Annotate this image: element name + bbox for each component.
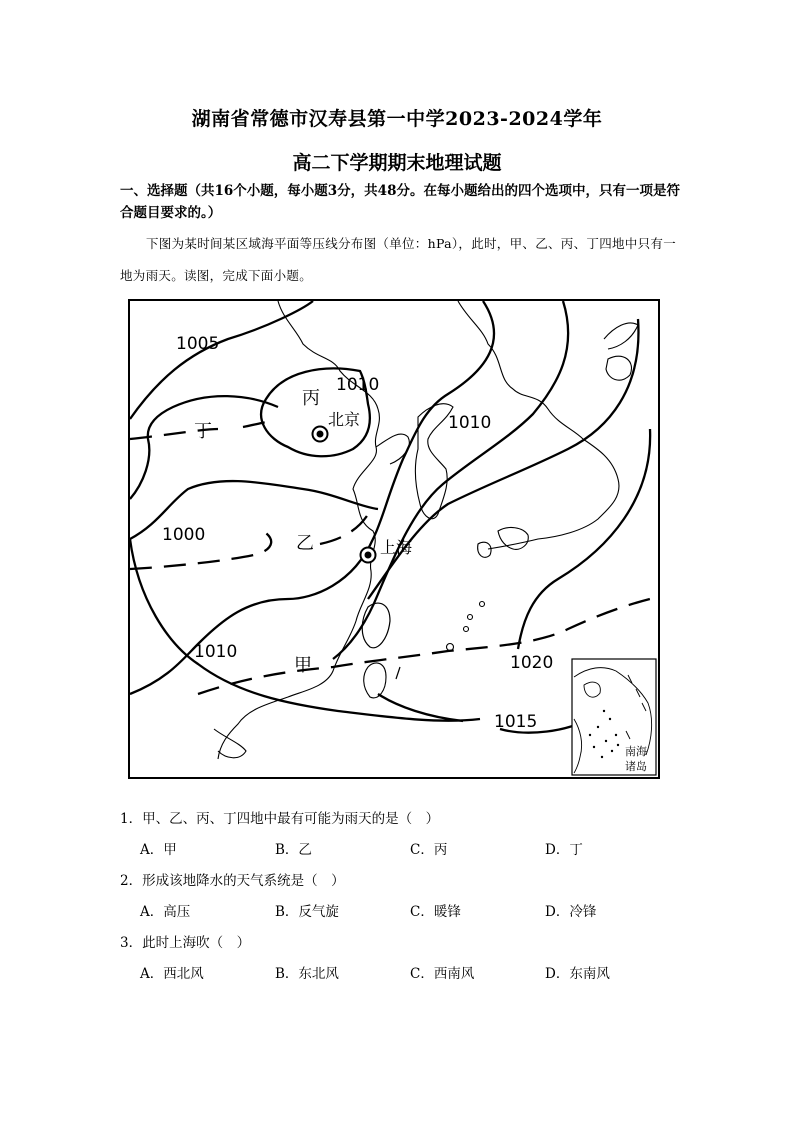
section-heading: 一、选择题（共16个小题，每小题3分，共48分。在每小题给出的四个选项中，只有一项是符合题目要求的。） <box>120 183 680 221</box>
option-c: C．丙 <box>410 842 448 858</box>
place-label-yi: 乙 <box>296 533 314 554</box>
option-a: A．西北风 <box>140 966 204 982</box>
question-stem-3: 3．此时上海吹（ ） <box>120 935 251 951</box>
isobar-label-1015: 1015 <box>494 712 538 732</box>
isobar-label-1020: 1020 <box>510 653 554 673</box>
isobar-label-1000: 1000 <box>162 525 206 545</box>
question-intro: 下图为某时间某区域海平面等压线分布图（单位：hPa），此时，甲、乙、丙、丁四地中只有一地为雨天。读图，完成下面小题。 <box>120 236 677 283</box>
place-label-ding: 丁 <box>194 421 212 442</box>
city-label-beijing: 北京 <box>328 410 361 429</box>
option-a: A．甲 <box>140 842 177 858</box>
question-list <box>120 808 680 994</box>
beijing-marker <box>313 427 328 442</box>
inset-label-line2: 诸岛 <box>625 760 647 773</box>
document-title-line1: 湖南省常德市汉寿县第一中学2023-2024学年 <box>191 108 603 130</box>
isobar-map <box>128 299 660 779</box>
option-d: D．东南风 <box>545 966 610 982</box>
question-options-2 <box>120 901 680 932</box>
option-b: B．东北风 <box>275 966 339 982</box>
place-label-bing: 丙 <box>302 388 320 409</box>
option-d: D．丁 <box>545 842 583 858</box>
option-c: C．西南风 <box>410 966 475 982</box>
isobar-label-1010-east: 1010 <box>448 413 492 433</box>
shanghai-marker <box>361 548 376 563</box>
isobar-label-1010-south: 1010 <box>194 642 238 662</box>
question-options-1 <box>120 839 680 870</box>
option-c: C．暖锋 <box>410 904 461 920</box>
place-label-jia: 甲 <box>294 655 312 676</box>
city-label-shanghai: 上海 <box>380 538 413 557</box>
option-b: B．乙 <box>275 842 312 858</box>
question-stem-1: 1．甲、乙、丙、丁四地中最有可能为雨天的是（ ） <box>120 811 440 827</box>
document-title-line2: 高二下学期期末地理试题 <box>292 152 502 174</box>
option-d: D．冷锋 <box>545 904 597 920</box>
option-a: A．高压 <box>140 904 191 920</box>
isobar-label-1010-north: 1010 <box>336 375 380 395</box>
option-b: B．反气旋 <box>275 904 339 920</box>
south-china-sea-inset <box>572 659 656 775</box>
isobar-label-1005: 1005 <box>176 334 220 354</box>
question-options-3 <box>120 963 680 994</box>
inset-label-line1: 南海 <box>625 745 647 758</box>
question-stem-2: 2．形成该地降水的天气系统是（ ） <box>120 873 345 889</box>
